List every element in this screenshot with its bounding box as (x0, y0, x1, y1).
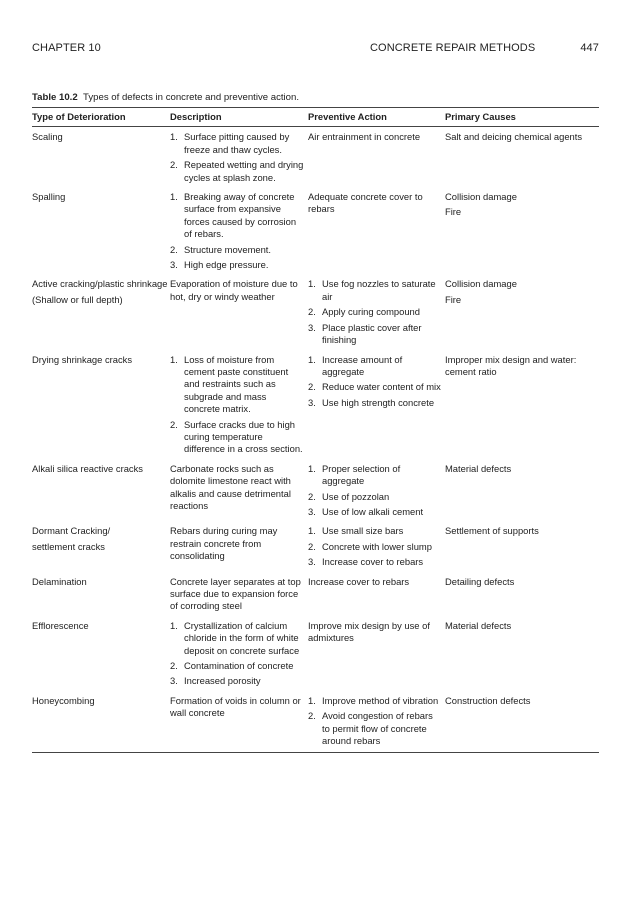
primary-causes-cell (445, 616, 599, 691)
table-row (32, 127, 599, 187)
list-number: 1. (308, 525, 316, 537)
list-item-text: Surface cracks due to high curing temperature difference in a cross section. (184, 418, 303, 455)
column-header: Primary Causes (445, 108, 599, 127)
primary-causes-cell (445, 274, 599, 349)
list-item-text: Repeated wetting and drying cycles at splash zone. (184, 159, 304, 183)
list-number: 3. (308, 321, 316, 333)
table-label: Table 10.2 (32, 92, 78, 103)
list-item (308, 397, 441, 409)
list-number: 1. (170, 619, 178, 631)
table-row (32, 691, 599, 753)
deterioration-type: Drying shrinkage cracks (32, 353, 133, 365)
preventive-action-list (308, 695, 441, 748)
list-item-text: Breaking away of concrete surface from expansive forces caused by corrosion of rebars. (184, 191, 297, 240)
list-item (308, 556, 441, 568)
primary-causes-cell (445, 459, 599, 522)
column-header: Description (170, 108, 308, 127)
preventive-action-cell (308, 274, 445, 349)
list-number: 2. (308, 490, 316, 502)
primary-cause: Collision damage (445, 191, 517, 203)
list-item-text: Reduce water content of mix (322, 381, 441, 393)
preventive-action-text: Increase cover to rebars (308, 575, 410, 587)
table-row (32, 350, 599, 459)
list-item (170, 159, 304, 184)
primary-causes-cell (445, 187, 599, 274)
list-item (170, 191, 304, 241)
running-header (32, 42, 599, 56)
description-cell (170, 459, 308, 522)
list-number: 1. (308, 694, 316, 706)
primary-cause: Salt and deicing chemical agents (445, 131, 583, 143)
list-item (170, 675, 304, 687)
deterioration-type-cell (32, 350, 170, 459)
list-item-text: Avoid congestion of rebars to permit flow of concrete around rebars (322, 710, 433, 747)
table-row (32, 616, 599, 691)
table-row (32, 459, 599, 522)
deterioration-type: Active cracking/plastic shrinkage (32, 278, 168, 290)
list-item (308, 322, 441, 347)
table-row (32, 187, 599, 274)
list-number: 2. (308, 710, 316, 722)
description-cell (170, 350, 308, 459)
deterioration-type: Alkali silica reactive cracks (32, 462, 143, 474)
page-number: 447 (580, 42, 599, 54)
list-item-text: Contamination of concrete (184, 660, 294, 672)
list-number: 2. (170, 418, 178, 430)
list-number: 2. (308, 381, 316, 393)
list-item-text: Increase cover to rebars (322, 556, 424, 568)
deterioration-type-cell (32, 127, 170, 187)
list-item (170, 354, 304, 416)
list-item (170, 259, 304, 271)
primary-causes-cell (445, 350, 599, 459)
primary-cause: Construction defects (445, 694, 531, 706)
table-body (32, 127, 599, 753)
list-item-text: High edge pressure. (184, 259, 269, 271)
deterioration-type: Delamination (32, 575, 87, 587)
primary-causes-cell (445, 691, 599, 753)
primary-cause: Settlement of supports (445, 525, 539, 537)
list-item-text: Crystallization of calcium chloride in the form of white deposit on concrete surface (184, 619, 300, 656)
list-item-text: Increase amount of aggregate (322, 353, 403, 377)
description-text: Rebars during curing may restrain concrete from consolidating (170, 525, 278, 562)
list-item-text: Surface pitting caused by freeze and thaw cycles. (184, 131, 290, 155)
list-item-text: Improve method of vibration (322, 694, 439, 706)
preventive-action-cell (308, 521, 445, 571)
description-cell (170, 616, 308, 691)
deterioration-type-cell (32, 521, 170, 571)
list-item-text: Concrete with lower slump (322, 540, 432, 552)
table-row (32, 572, 599, 616)
preventive-action-cell (308, 350, 445, 459)
list-item (308, 710, 441, 747)
list-item (170, 419, 304, 456)
list-item-text: Use small size bars (322, 525, 404, 537)
primary-cause: Fire (445, 206, 462, 218)
list-number: 1. (170, 191, 178, 203)
description-cell (170, 572, 308, 616)
table-row (32, 274, 599, 349)
preventive-action-list (308, 354, 441, 410)
list-number: 3. (308, 556, 316, 568)
primary-cause: Detailing defects (445, 575, 515, 587)
list-item (170, 131, 304, 156)
primary-causes-cell (445, 521, 599, 571)
description-text: Carbonate rocks such as dolomite limestone react with alkalis and cause detrimental reactions (170, 462, 291, 511)
defects-table (32, 107, 599, 753)
list-number: 1. (170, 131, 178, 143)
list-item-text: Use high strength concrete (322, 396, 435, 408)
list-number: 3. (170, 675, 178, 687)
deterioration-type-cell (32, 572, 170, 616)
primary-cause: Material defects (445, 619, 512, 631)
deterioration-type: Dormant Cracking/ (32, 525, 111, 537)
description-list (170, 191, 304, 271)
list-item (308, 278, 441, 303)
list-item (308, 506, 441, 518)
table-caption-text: Types of defects in concrete and preventive action. (83, 92, 300, 103)
list-item (308, 381, 441, 393)
deterioration-type: Scaling (32, 131, 63, 143)
primary-cause: Material defects (445, 462, 512, 474)
deterioration-type: (Shallow or full depth) (32, 293, 123, 305)
list-number: 1. (308, 278, 316, 290)
preventive-action-cell (308, 616, 445, 691)
preventive-action-cell (308, 127, 445, 187)
deterioration-type-cell (32, 459, 170, 522)
preventive-action-text: Adequate concrete cover to rebars (308, 191, 423, 215)
chapter-label: CHAPTER 10 (32, 42, 101, 54)
list-item-text: Loss of moisture from cement paste constituent and restraints such as subgrade and mass concrete matrix. (184, 353, 289, 415)
primary-causes-cell (445, 572, 599, 616)
list-number: 2. (308, 540, 316, 552)
deterioration-type: Efflorescence (32, 619, 89, 631)
primary-cause: Collision damage (445, 278, 517, 290)
table-caption (32, 92, 299, 103)
list-item-text: Structure movement. (184, 243, 272, 255)
description-cell (170, 187, 308, 274)
list-number: 3. (308, 396, 316, 408)
list-item-text: Increased porosity (184, 675, 261, 687)
list-item (308, 541, 441, 553)
description-text: Concrete layer separates at top surface due to expansion force of corroding steel (170, 575, 301, 612)
list-item (170, 620, 304, 657)
list-number: 2. (308, 306, 316, 318)
list-item (308, 463, 441, 488)
list-item (170, 244, 304, 256)
preventive-action-cell (308, 572, 445, 616)
list-number: 3. (170, 259, 178, 271)
list-item (308, 491, 441, 503)
list-item (308, 695, 441, 707)
list-number: 2. (170, 660, 178, 672)
list-item (308, 306, 441, 318)
description-cell (170, 127, 308, 187)
deterioration-type-cell (32, 616, 170, 691)
list-number: 1. (170, 353, 178, 365)
section-title: CONCRETE REPAIR METHODS (370, 42, 536, 54)
preventive-action-cell (308, 187, 445, 274)
description-text: Evaporation of moisture due to hot, dry or windy weather (170, 278, 298, 302)
list-item-text: Proper selection of aggregate (322, 462, 401, 487)
preventive-action-text: Improve mix design by use of admixtures (308, 619, 430, 644)
list-number: 2. (170, 243, 178, 255)
list-number: 1. (308, 462, 316, 474)
list-item (308, 525, 441, 537)
primary-cause: Fire (445, 293, 462, 305)
column-header: Preventive Action (308, 108, 445, 127)
list-item-text: Apply curing compound (322, 306, 420, 318)
description-list (170, 131, 304, 184)
column-header: Type of Deterioration (32, 108, 170, 127)
list-item-text: Use fog nozzles to saturate air (322, 278, 436, 302)
deterioration-type-cell (32, 274, 170, 349)
preventive-action-list (308, 278, 441, 346)
list-item-text: Use of pozzolan (322, 490, 390, 502)
list-number: 1. (308, 353, 316, 365)
list-item-text: Place plastic cover after finishing (322, 321, 422, 346)
list-item-text: Use of low alkali cement (322, 505, 424, 517)
description-cell (170, 691, 308, 753)
description-list (170, 620, 304, 688)
preventive-action-cell (308, 691, 445, 753)
deterioration-type-cell (32, 691, 170, 753)
primary-causes-cell (445, 127, 599, 187)
primary-cause: Improper mix design and water: cement ratio (445, 353, 577, 377)
table-header-row (32, 108, 599, 127)
list-item (170, 660, 304, 672)
description-cell (170, 521, 308, 571)
deterioration-type: Spalling (32, 191, 66, 203)
list-item (308, 354, 441, 379)
list-number: 2. (170, 159, 178, 171)
table-row (32, 521, 599, 571)
description-cell (170, 274, 308, 349)
description-list (170, 354, 304, 456)
deterioration-type: Honeycombing (32, 694, 95, 706)
preventive-action-list (308, 463, 441, 519)
list-number: 3. (308, 505, 316, 517)
description-text: Formation of voids in column or wall concrete (170, 694, 301, 719)
preventive-action-cell (308, 459, 445, 522)
deterioration-type: settlement cracks (32, 540, 105, 552)
preventive-action-list (308, 525, 441, 568)
deterioration-type-cell (32, 187, 170, 274)
preventive-action-text: Air entrainment in concrete (308, 131, 421, 143)
